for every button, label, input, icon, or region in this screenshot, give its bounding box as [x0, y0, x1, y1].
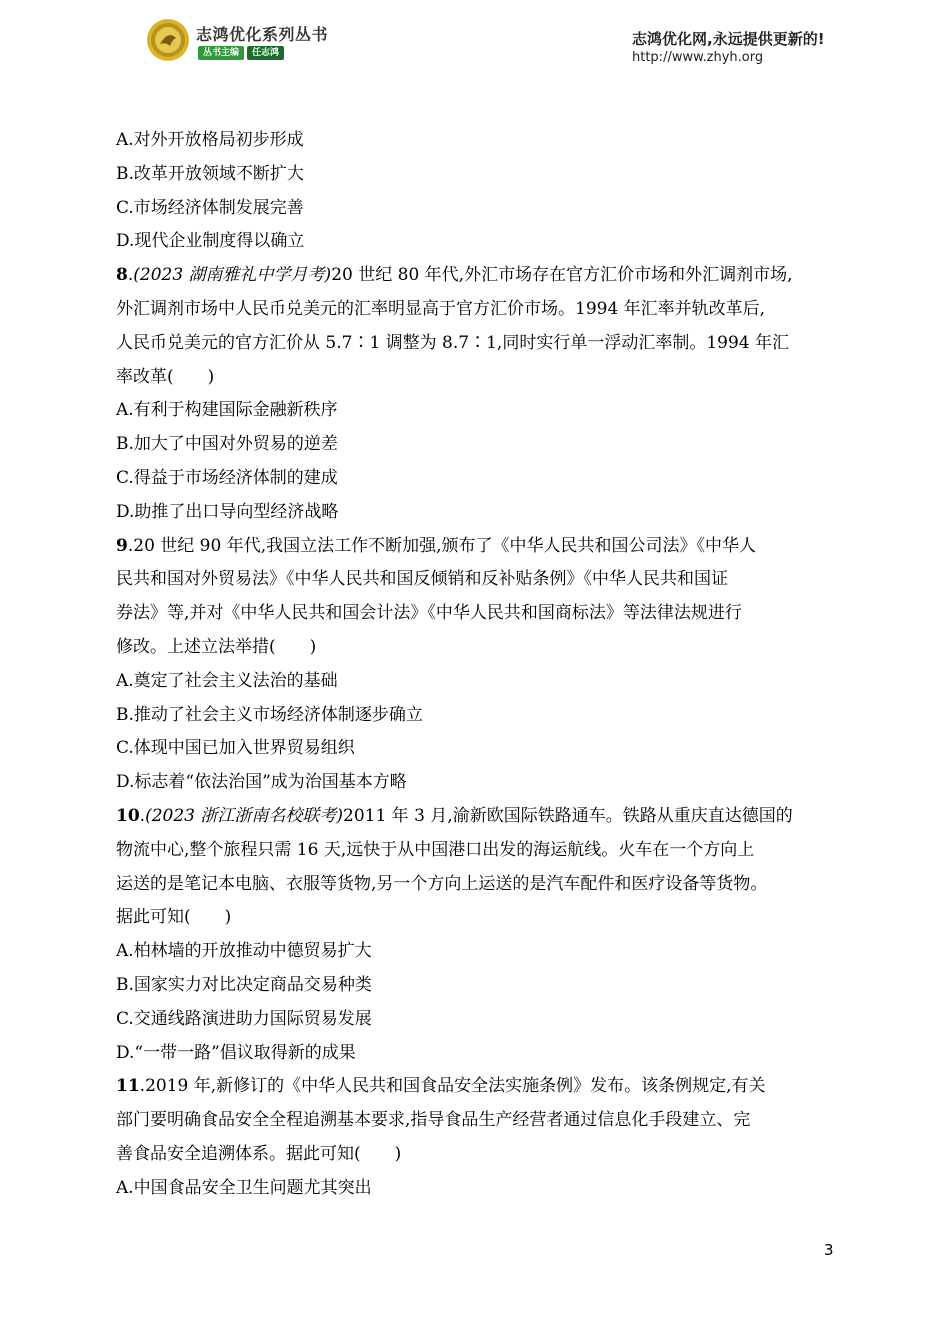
q7-option-b: B.改革开放领域不断扩大	[116, 163, 304, 184]
q8-stem-line-2: 外汇调剂市场中人民币兑美元的汇率明显高于官方汇价市场。1994 年汇率并轨改革后,	[116, 298, 766, 319]
page-header	[0, 0, 950, 80]
q8-stem-line-1: 8.(2023 湖南雅礼中学月考)20 世纪 80 年代,外汇市场存在官方汇价市场和外汇调剂市场,	[116, 265, 793, 286]
q8-option-c: C.得益于市场经济体制的建成	[116, 467, 338, 488]
q10-number: 10	[116, 805, 140, 826]
q8-source: (2023 湖南雅礼中学月考)	[133, 265, 332, 286]
editor-name: 任志鸿	[247, 46, 284, 60]
q9-number: 9	[116, 535, 128, 556]
q11-option-a: A.中国食品安全卫生问题尤其突出	[116, 1177, 372, 1198]
q8-option-d: D.助推了出口导向型经济战略	[116, 501, 339, 522]
slogan: 志鸿优化网,永远提供更新的!	[632, 30, 825, 48]
q10-stem-line-4: 据此可知( )	[116, 907, 232, 928]
q9-option-b: B.推动了社会主义市场经济体制逐步确立	[116, 704, 423, 725]
q10-option-a: A.柏林墙的开放推动中德贸易扩大	[116, 941, 372, 962]
page-number: 3	[824, 1241, 834, 1259]
q7-option-d: D.现代企业制度得以确立	[116, 231, 305, 252]
q10-stem-line-2: 物流中心,整个旅程只需 16 天,远快于从中国港口出发的海运航线。火车在一个方向上	[116, 839, 755, 860]
q9-stem-line-4: 修改。上述立法举措( )	[116, 636, 317, 657]
q10-option-b: B.国家实力对比决定商品交易种类	[116, 974, 372, 995]
q8-option-b: B.加大了中国对外贸易的逆差	[116, 434, 338, 455]
q9-option-d: D.标志着“依法治国”成为治国基本方略	[116, 772, 407, 793]
q9-option-a: A.奠定了社会主义法治的基础	[116, 670, 338, 691]
q8-number: 8	[116, 265, 128, 286]
q11-stem-line-2: 部门要明确食品安全全程追溯基本要求,指导食品生产经营者通过信息化手段建立、完	[116, 1110, 751, 1131]
q11-stem-line-3: 善食品安全追溯体系。据此可知( )	[116, 1143, 402, 1164]
q8-option-a: A.有利于构建国际金融新秩序	[116, 400, 338, 421]
series-title: 志鸿优化系列丛书	[196, 25, 329, 44]
q7-option-a: A.对外开放格局初步形成	[116, 130, 304, 150]
q8-stem-line-4: 率改革( )	[116, 366, 215, 387]
q9-option-c: C.体现中国已加入世界贸易组织	[116, 738, 355, 759]
q9-stem-line-2: 民共和国对外贸易法》《中华人民共和国反倾销和反补贴条例》《中华人民共和国证	[116, 569, 728, 590]
q9-stem-line-3: 券法》等,并对《中华人民共和国会计法》《中华人民共和国商标法》等法律法规进行	[116, 603, 742, 624]
q10-option-c: C.交通线路演进助力国际贸易发展	[116, 1008, 372, 1029]
q10-stem-line-3: 运送的是笔记本电脑、衣服等货物,另一个方向上运送的是汽车配件和医疗设备等货物。	[116, 873, 768, 894]
editor-credit	[198, 46, 284, 60]
q8-stem-line-3: 人民币兑美元的官方汇价从 5.7∶1 调整为 8.7∶1,同时实行单一浮动汇率制。1994 年汇	[116, 332, 789, 353]
q11-number: 11	[116, 1076, 140, 1097]
q10-option-d: D.“一带一路”倡议取得新的成果	[116, 1042, 356, 1063]
q7-option-c: C.市场经济体制发展完善	[116, 197, 304, 218]
question-content	[116, 124, 846, 1206]
q10-source: (2023 浙江浙南名校联考)	[145, 805, 344, 826]
zhihong-seal-logo-icon	[146, 18, 190, 62]
editor-label: 丛书主编	[198, 46, 244, 60]
website-link[interactable]: http://www.zhyh.org	[632, 50, 764, 65]
q9-stem-line-1: 9.20 世纪 90 年代,我国立法工作不断加强,颁布了《中华人民共和国公司法》《中华人	[116, 535, 757, 556]
q10-stem-line-1: 10.(2023 浙江浙南名校联考)2011 年 3 月,渝新欧国际铁路通车。铁路从重庆直达德国的	[116, 805, 793, 826]
q11-stem-line-1: 11.2019 年,新修订的《中华人民共和国食品安全法实施条例》发布。该条例规定,有关	[116, 1076, 766, 1097]
